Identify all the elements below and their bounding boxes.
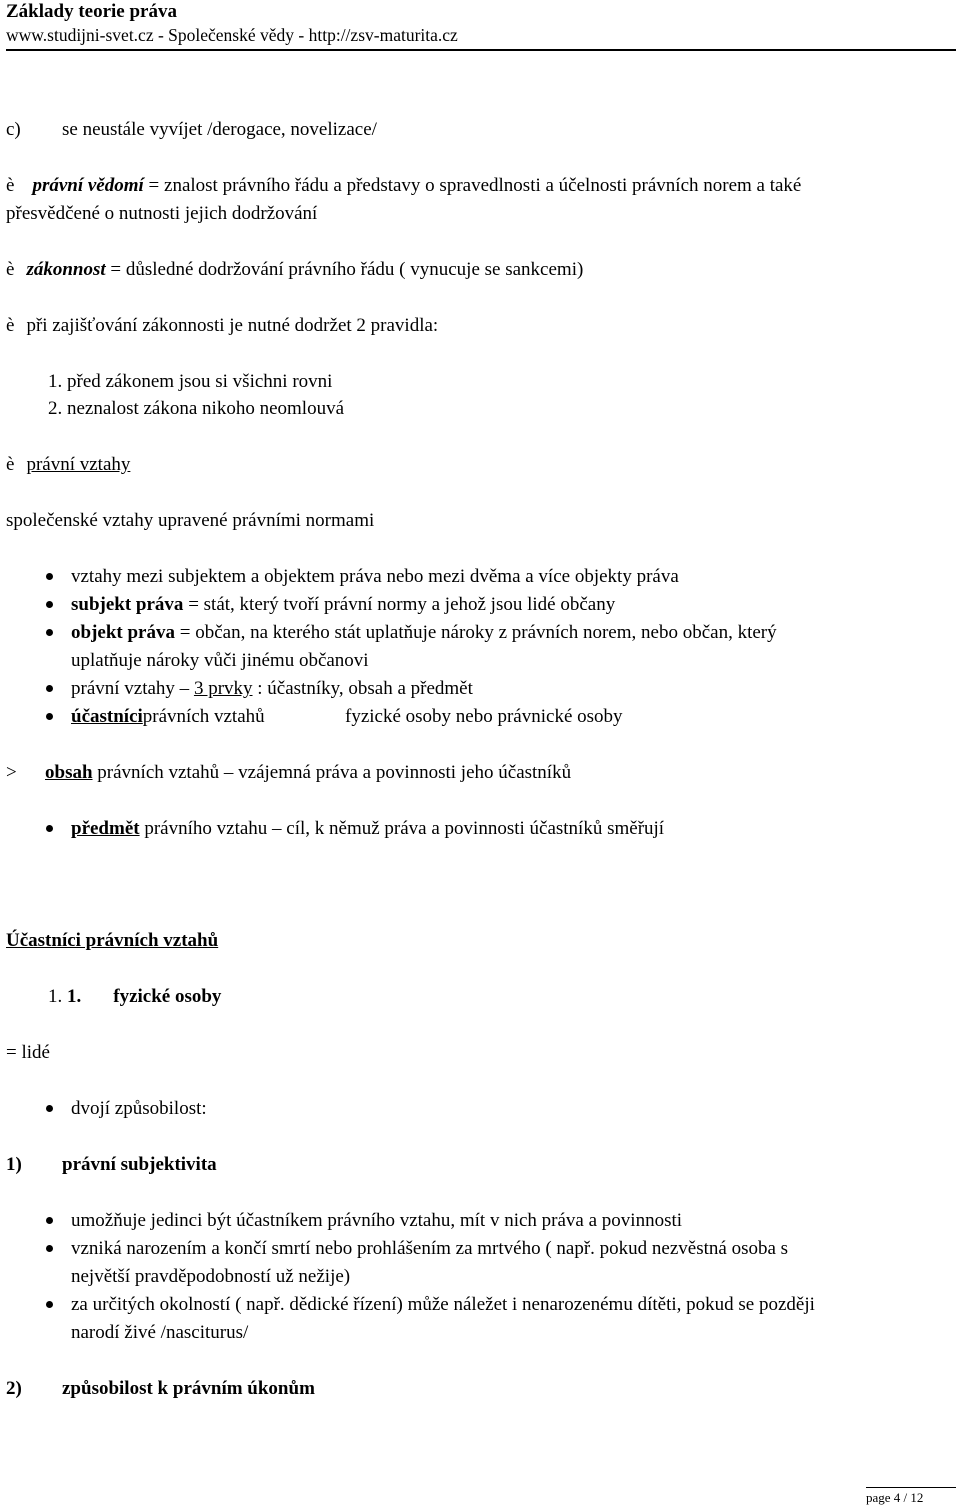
bullet-icon — [46, 1105, 53, 1112]
fo-title: fyzické osoby — [113, 986, 222, 1007]
header-divider — [6, 49, 956, 51]
paragraph-pravni-vedomi-cont: přesvědčené o nutnosti jejich dodržování — [6, 203, 318, 224]
paragraph-obsah — [45, 761, 571, 785]
rule-1: 1. před zákonem jsou si všichni rovni — [48, 371, 333, 392]
list-item-c-text: se neustále vyvíjet /derogace, novelizace/ — [62, 119, 377, 140]
subsection-1-title: právní subjektivita — [62, 1154, 217, 1175]
definition-zakonnost: = důsledné dodržování právního řádu ( vynucuje se sankcemi) — [105, 259, 584, 280]
bullet-icon — [46, 685, 53, 692]
rule-2: 2. neznalost zákona nikoho neomlouvá — [48, 398, 345, 419]
paragraph-zajistovani — [6, 314, 438, 338]
arrow-marker: è — [6, 315, 15, 336]
list-item-nasciturus: za určitých okolností ( např. dědické řízení) může náležet i nenarozenému dítěti, pokud se později — [71, 1294, 815, 1315]
zajistovani-text: při zajišťování zákonnosti je nutné dodržet 2 pravidla: — [26, 315, 439, 336]
gt-marker: > — [6, 762, 17, 783]
header-url-line: www.studijni-svet.cz - Společenské vědy - http://zsv-maturita.cz — [6, 25, 458, 45]
fo-number-bold: 1. — [67, 986, 82, 1007]
ucastnici-mid: právních vztahů — [142, 706, 265, 727]
bullet-icon — [46, 1217, 53, 1224]
definition-subjekt-prava: = stát, který tvoří právní normy a jehož jsou lidé občany — [183, 594, 616, 615]
arrow-marker: è — [6, 259, 15, 280]
definition-obsah: právních vztahů – vzájemná práva a povinnosti jeho účastníků — [92, 762, 572, 783]
list-item-dvoji: dvojí způsobilost: — [71, 1098, 207, 1119]
subheading-fyzicke-osoby — [48, 985, 221, 1009]
definition-objekt-prava: = občan, na kterého stát uplatňuje nároky z právních norem, nebo občan, který — [174, 622, 777, 643]
arrow-marker: è — [6, 454, 15, 475]
paragraph-pravni-vedomi — [6, 174, 801, 198]
term-subjekt-prava: subjekt práva — [71, 594, 184, 615]
list-item-subjekt-prava — [71, 593, 615, 617]
list-item-umoznuje: umožňuje jedinci být účastníkem právního vztahu, mít v nich práva a povinnosti — [71, 1210, 683, 1231]
prvky-count: 3 prvky — [193, 678, 253, 699]
heading-pravni-vztahy: právní vztahy — [26, 454, 131, 475]
heading-ucastnici: Účastníci právních vztahů — [6, 930, 219, 951]
prvky-post: : účastníky, obsah a předmět — [252, 678, 473, 699]
footer-divider — [866, 1487, 956, 1488]
bullet-icon — [46, 573, 53, 580]
fo-number: 1. — [48, 986, 67, 1007]
definition-predmet: právního vztahu – cíl, k němuž práva a povinnosti účastníků směřují — [139, 818, 665, 839]
definition-pravni-vztahy: společenské vztahy upravené právními normami — [6, 510, 375, 531]
term-obsah: obsah — [45, 762, 93, 783]
bullet-icon — [46, 601, 53, 608]
definition-pravni-vedomi: = znalost právního řádu a představy o spravedlnosti a účelnosti právních norem a také — [143, 175, 802, 196]
bullet-icon — [46, 825, 53, 832]
bullet-icon — [46, 629, 53, 636]
list-item-nasciturus-cont: narodí živé /nasciturus/ — [71, 1322, 249, 1343]
list-item-objekt-prava-cont: uplatňuje nároky vůči jinému občanovi — [71, 650, 369, 671]
term-predmet: předmět — [71, 818, 140, 839]
list-item-3-prvky — [71, 677, 473, 701]
paragraph-zakonnost — [6, 258, 583, 282]
subsection-2-number: 2) — [6, 1378, 22, 1399]
list-item-vztahy-mezi: vztahy mezi subjektem a objektem práva nebo mezi dvěma a více objekty práva — [71, 566, 679, 587]
list-item-vznika-cont: největší pravděpodobností už nežije) — [71, 1266, 351, 1287]
subsection-2-title: způsobilost k právním úkonům — [62, 1378, 315, 1399]
bullet-icon — [46, 1301, 53, 1308]
list-item-vznika: vzniká narozením a končí smrtí nebo prohlášením za mrtvého ( např. pokud nezvěstná osoba s — [71, 1238, 789, 1259]
term-zakonnost: zákonnost — [26, 259, 106, 280]
list-marker-c: c) — [6, 119, 21, 140]
ucastnici-types: fyzické osoby nebo právnické osoby — [345, 706, 623, 727]
list-item-ucastnici — [71, 705, 265, 729]
bullet-icon — [46, 1245, 53, 1252]
list-item-objekt-prava — [71, 621, 777, 645]
term-ucastnici: účastníci — [71, 706, 143, 727]
arrow-marker: è — [6, 175, 15, 196]
list-item-predmet — [71, 817, 664, 841]
document-title: Základy teorie práva — [6, 1, 177, 22]
prvky-pre: právní vztahy – — [71, 678, 194, 699]
term-objekt-prava: objekt práva — [71, 622, 175, 643]
subsection-1-number: 1) — [6, 1154, 22, 1175]
section-pravni-vztahy — [6, 453, 130, 477]
fo-definition: = lidé — [6, 1042, 50, 1063]
term-pravni-vedomi: právní vědomí — [32, 175, 144, 196]
bullet-icon — [46, 713, 53, 720]
page-number: page 4 / 12 — [866, 1490, 924, 1505]
